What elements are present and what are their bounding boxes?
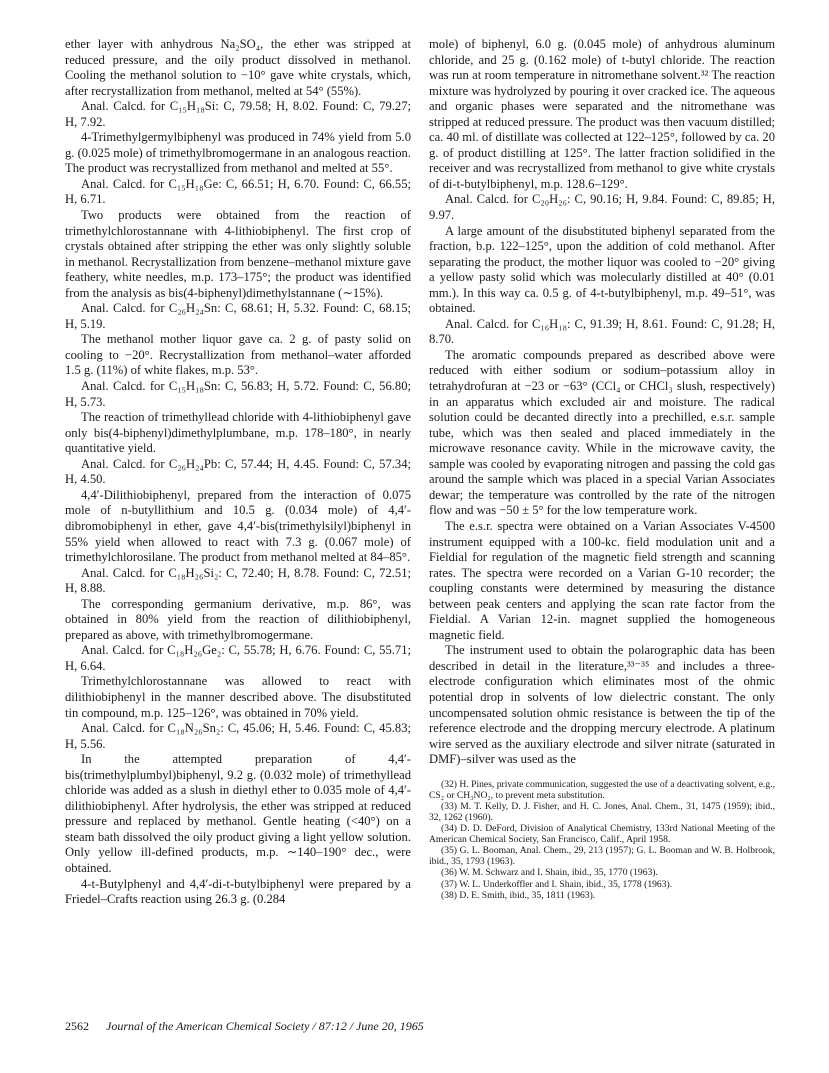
- paragraph: The e.s.r. spectra were obtained on a Varian Associates V-4500 instrument equipped with a 100-kc. field modulation unit and a Fieldial for regulation of the magnetic field strength and scanning rates. The spectra were recorded on a Varian G-10 recorder; the coupling constants were determined by measuring the distance between peak centers and applying the scan rate factor from the Fieldial. A Varian 12-in. magnet supplied the homogeneous magnetic field.: [429, 518, 775, 642]
- paragraph: The aromatic compounds prepared as described above were reduced with either sodium or sodium–potassium alloy in tetrahydrofuran at −23 or −63° (CCl₄ or CHCl₃ slush, respectively) in an apparatus which excluded air and moisture. The radical solution could be decanted directly into a prechilled, e.s.r. sample tube, which was then sealed and placed immediately in the microwave resonance cavity. While in the microwave cavity, the sample was cooled by evaporating nitrogen and passing the cold gas around the sample which was placed in a special Varian Associates dewar; the temperature was controlled by the rate of the nitrogen flow and was −50 ± 5° for the low temperature work.: [429, 347, 775, 518]
- left-column: [65, 37, 411, 908]
- paragraph: The instrument used to obtain the polarographic data has been described in detail in the literature,³³⁻³⁵ and includes a three-electrode configuration which eliminates most of the ohmic potential drop in solvents of low dielectric constant. The only uncompensated solution ohmic resistance is between the tip of the reference electrode and the dropping mercury electrode. A platinum wire served as the auxiliary electrode and silver nitrate (saturated in DMF)–silver was used as the: [429, 643, 775, 767]
- paragraph: The corresponding germanium derivative, m.p. 86°, was obtained in 80% yield from the reaction of dilithiobiphenyl, prepared as above, with trimethylbromogermane.: [65, 596, 411, 642]
- paragraph: Two products were obtained from the reaction of trimethylchlorostannane with 4-lithiobiphenyl. The first crop of crystals obtained after stripping the ether was only slightly soluble in methanol. Recrystallization from benzene–methanol mixture gave feathery, white needles, m.p. 173–175°; the product was identified from the analysis as bis(4-biphenyl)dimethylstannane (∼15%).: [65, 208, 411, 300]
- paragraph: 4,4′-Dilithiobiphenyl, prepared from the interaction of 0.075 mole of n-butyllithium and 10.5 g. (0.034 mole) of 4,4′-dibromobiphenyl in ether, gave 4,4′-bis(trimethylsilyl)biphenyl in 55% yield when allowed to react with 7.3 g. (0.067 mole) of trimethylchlorosilane. The product from methanol melted at 84–85°.: [65, 487, 411, 565]
- footnote: (36) W. M. Schwarz and I. Shain, ibid., 35, 1770 (1963).: [441, 867, 658, 879]
- footnote: (35) G. L. Booman, Anal. Chem., 29, 213 (1957); G. L. Booman and W. B. Holbrook, ibid., 35, 1793 (1963).: [429, 845, 775, 868]
- analysis-line: Anal. Calcd. for C₂₆H₂₄Pb: C, 57.44; H, 4.45. Found: C, 57.34; H, 4.50.: [65, 456, 411, 487]
- footnote: (34) D. D. DeFord, Division of Analytical Chemistry, 133rd National Meeting of the American Chemical Society, San Francisco, Calif., April 1958.: [429, 823, 775, 846]
- page-number: 2562: [65, 1019, 89, 1033]
- footnotes: [429, 779, 775, 901]
- paragraph: 4-Trimethylgermylbiphenyl was produced in 74% yield from 5.0 g. (0.025 mole) of trimethylbromogermane in an analogous reaction. The product was recrystallized from methanol and melted at 55°.: [65, 130, 411, 176]
- analysis-line: Anal. Calcd. for C₁₅H₁₈Sn: C, 56.83; H, 5.72. Found: C, 56.80; H, 5.73.: [65, 379, 411, 409]
- analysis-line: Anal. Calcd. for C₁₆H₁₈: C, 91.39; H, 8.61. Found: C, 91.28; H, 8.70.: [429, 316, 775, 347]
- paragraph: 4-t-Butylphenyl and 4,4′-di-t-butylbiphenyl were prepared by a Friedel–Crafts reaction using 26.3 g. (0.284: [65, 876, 411, 907]
- paragraph: In the attempted preparation of 4,4′-bis(trimethylplumbyl)biphenyl, 9.2 g. (0.032 mole) of trimethyllead chloride was added as a slush in diethyl ether to 0.035 mole of 4,4′-dilithiobiphenyl. After hydrolysis, the ether was stripped at reduced pressure and replaced by methanol. Gentle heating (<40°) on a steam bath dissolved the oily product giving a light yellow solution. Only yellow ill-defined products, m.p. ∼140–190° dec., were obtained.: [65, 752, 411, 875]
- analysis-line: Anal. Calcd. for C₂₀H₂₆: C, 90.16; H, 9.84. Found: C, 89.85; H, 9.97.: [429, 192, 775, 223]
- paragraph: The reaction of trimethyllead chloride with 4-lithiobiphenyl gave only bis(4-biphenyl)dimethylplumbane, m.p. 178–180°, in nearly quantitative yield.: [65, 410, 411, 456]
- analysis-line: Anal. Calcd. for C₂₆H₂₄Sn: C, 68.61; H, 5.32. Found: C, 68.15; H, 5.19.: [65, 301, 411, 331]
- right-column: [429, 37, 775, 901]
- paragraph: ether layer with anhydrous Na₂SO₄, the ether was stripped at reduced pressure, and the oily product dissolved in methanol. Cooling the methanol solution to −10° gave white crystals, which, after recrystallization from methanol, melted at 54° (55%).: [65, 37, 411, 98]
- analysis-line: Anal. Calcd. for C₁₈N₂₆Sn₂: C, 45.06; H, 5.46. Found: C, 45.83; H, 5.56.: [65, 721, 411, 751]
- page-footer: [65, 1019, 775, 1033]
- analysis-line: Anal. Calcd. for C₁₅H₁₈Si: C, 79.58; H, 8.02. Found: C, 79.27; H, 7.92.: [65, 99, 411, 129]
- footnote: (37) W. L. Underkoffler and I. Shain, ibid., 35, 1778 (1963).: [441, 878, 673, 890]
- paragraph: Trimethylchlorostannane was allowed to react with dilithiobiphenyl in the manner described above. The disubstituted tin compound, m.p. 125–126°, was obtained in 70% yield.: [65, 674, 411, 720]
- analysis-line: Anal. Calcd. for C₁₈H₂₆Si₂: C, 72.40; H, 8.78. Found: C, 72.51; H, 8.88.: [65, 565, 411, 596]
- journal-citation: Journal of the American Chemical Society / 87:12 / June 20, 1965: [106, 1019, 424, 1033]
- footnote: (33) M. T. Kelly, D. J. Fisher, and H. C. Jones, Anal. Chem., 31, 1475 (1959); ibid., 32, 1262 (1960).: [429, 800, 775, 823]
- paragraph: A large amount of the disubstituted biphenyl separated from the fraction, b.p. 122–125°, upon the addition of cold methanol. After separating the product, the mother liquor was cooled to −20° giving a yellow pasty solid which was molecularly distilled at 40° (0.01 mm.). In this way ca. 0.5 g. of 4-t-butylbiphenyl, m.p. 49–51°, was obtained.: [429, 223, 775, 316]
- footnote: (32) H. Pines, private communication, suggested the use of a deactivating solvent, e.g., CS₂ or CH₃NO₂, to prevent meta substitution.: [429, 778, 775, 801]
- paragraph: The methanol mother liquor gave ca. 2 g. of pasty solid on cooling to −20°. Recrystallization from methanol–water afforded 1.5 g. (11%) of white flakes, m.p. 53°.: [65, 332, 411, 378]
- analysis-line: Anal. Calcd. for C₁₅H₁₈Ge: C, 66.51; H, 6.70. Found: C, 66.55; H, 6.71.: [65, 176, 411, 207]
- footnote: (38) D. E. Smith, ibid., 35, 1811 (1963).: [441, 889, 596, 901]
- analysis-line: Anal. Calcd. for C₁₈H₂₆Ge₂: C, 55.78; H, 6.76. Found: C, 55.71; H, 6.64.: [65, 643, 411, 673]
- paragraph: mole) of biphenyl, 6.0 g. (0.045 mole) of anhydrous aluminum chloride, and 25 g. (0.162 mole) of t-butyl chloride. The reaction was run at room temperature in nitromethane solvent.³² The reaction mixture was hydrolyzed by pouring it over cracked ice. The aqueous and organic phases were separated and the nitromethane was stripped at reduced pressure. The product was then vacuum distilled; ca. 40 ml. of distillate was collected at 122–125°, followed by ca. 20 g. of product distilling at 125°. The latter fraction solidified in the receiver and was recrystallized from methanol to give white crystals of di-t-butylbiphenyl, m.p. 128.6–129°.: [429, 37, 775, 191]
